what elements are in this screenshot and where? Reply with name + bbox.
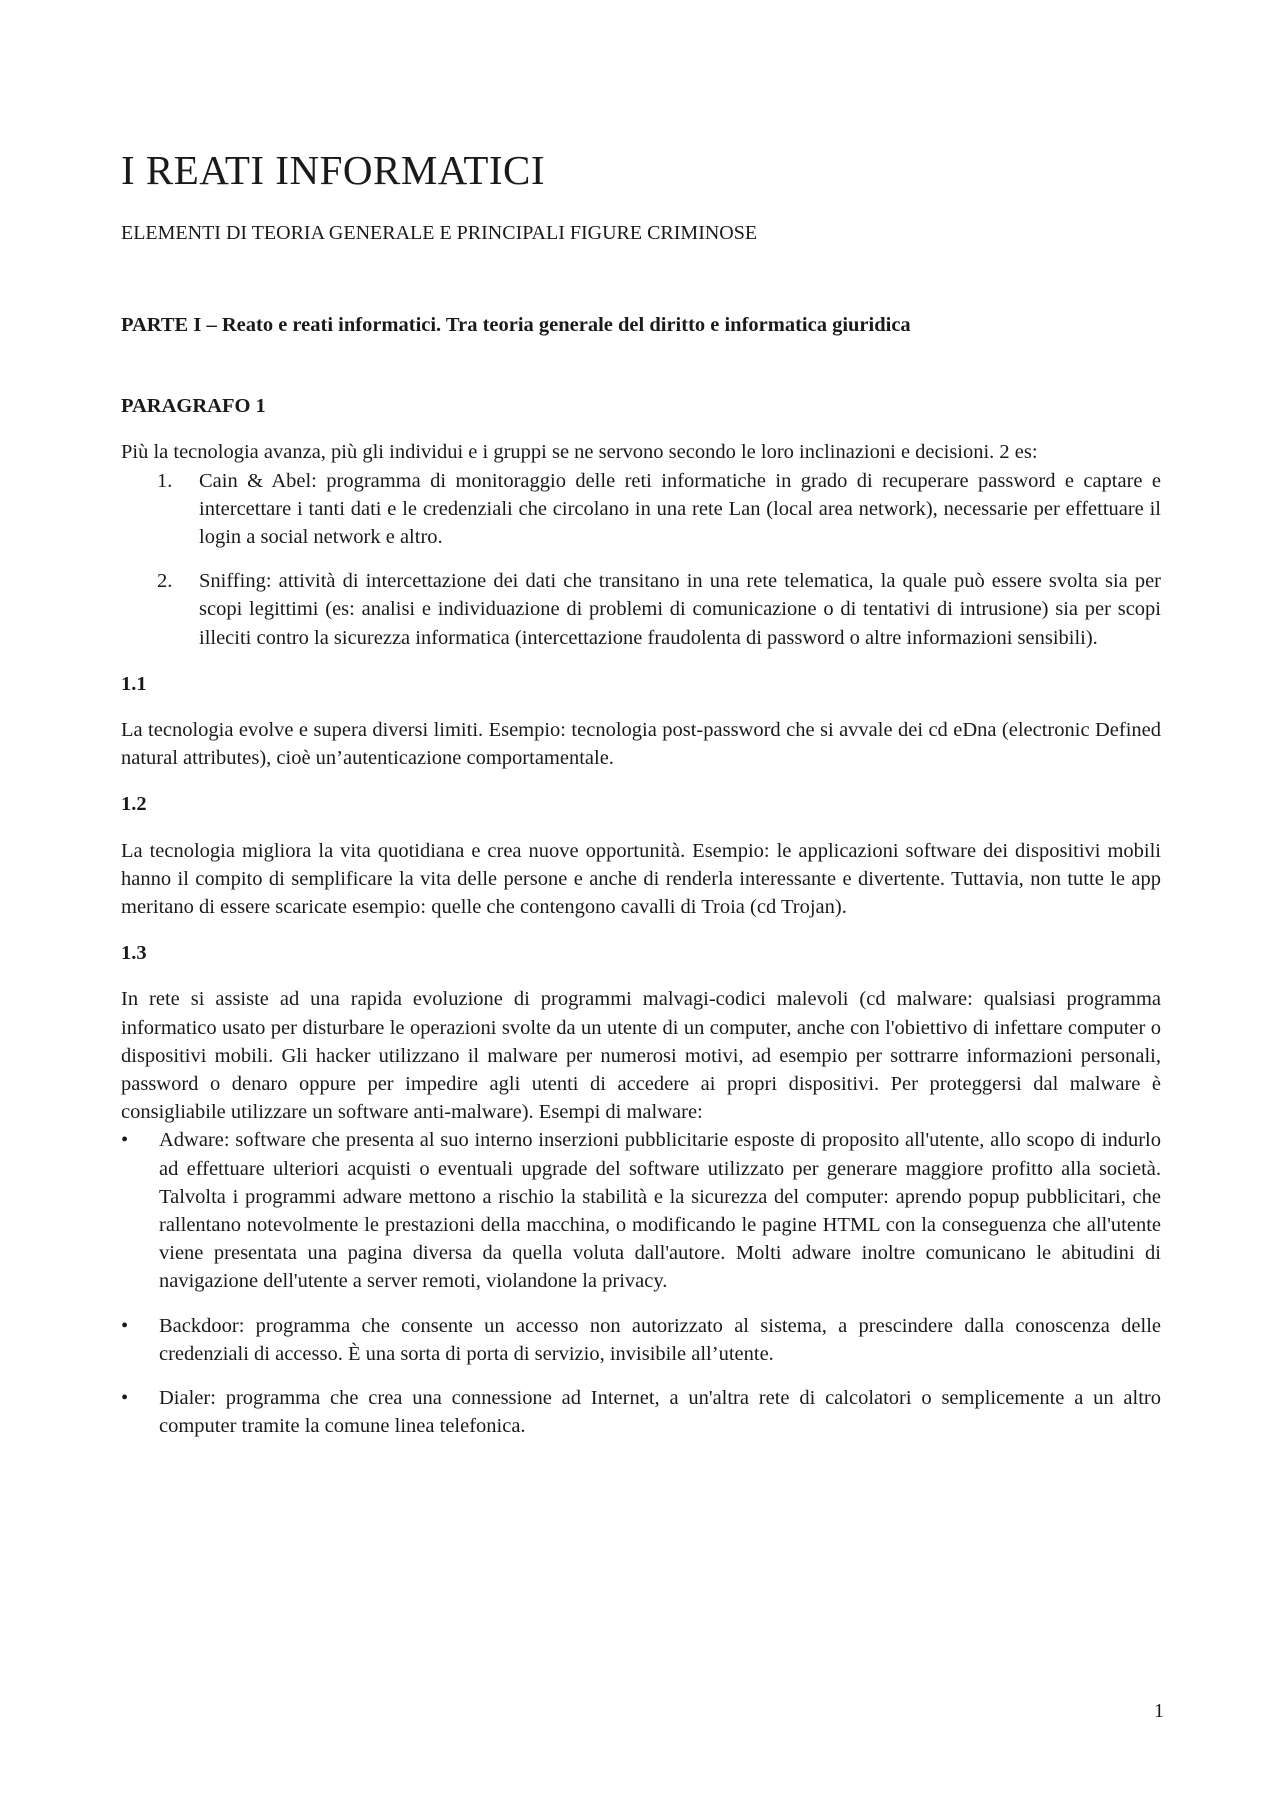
- bullet-marker: •: [121, 1387, 129, 1410]
- section-paragraph: La tecnologia migliora la vita quotidiana e crea nuove opportunità. Esempio: le applicazioni software dei dispositivi mobili hanno il compito di semplificare la vita delle persone e anche di renderla interessante e divertente. Tuttavia, non tutte le app meritano di essere scaricate esempio: quelle che contengono cavalli di Troia (cd Trojan).: [121, 839, 1161, 919]
- intro-paragraph: Più la tecnologia avanza, più gli individui e i gruppi se ne servono secondo le loro inclinazioni e decisioni. 2 es:: [121, 441, 1038, 464]
- list-item-text: Sniffing: attività di intercettazione dei dati che transitano in una rete telematica, la quale può essere svolta sia per scopi legittimi (es: analisi e individuazione di problemi di comunicazione o di tentativi di intrusione) sia per scopi illeciti contro la sicurezza informatica (intercettazione fraudolenta di password o altre informazioni sensibili).: [199, 570, 1161, 649]
- page-number: 1: [1154, 1700, 1164, 1722]
- bullet-item: [121, 1312, 1161, 1368]
- bullet-marker: •: [121, 1129, 129, 1152]
- document-title: I REATI INFORMATICI: [121, 147, 546, 193]
- part-heading: PARTE I – Reato e reati informatici. Tra teoria generale del diritto e informatica giuridica: [121, 314, 911, 336]
- section-paragraph: In rete si assiste ad una rapida evoluzione di programmi malvagi-codici malevoli (cd malware: qualsiasi programma informatico usato per disturbare le operazioni svolte da un utente di un computer, anche con l'obiettivo di infettare computer o dispositivi mobili. Gli hacker utilizzano il malware per numerosi motivi, ad esempio per sottrarre informazioni personali, password o denaro oppure per impedire agli utenti di accedere ai propri dispositivi. Per proteggersi dal malware è consigliabile utilizzare un software anti-malware). Esempi di malware:: [121, 988, 1161, 1124]
- list-item: [121, 467, 1161, 552]
- list-item-number: 1.: [157, 469, 173, 492]
- section-heading: 1.2: [121, 793, 147, 816]
- section-heading: 1.1: [121, 672, 147, 695]
- bullet-text: Backdoor: programma che consente un accesso non autorizzato al sistema, a prescindere dalla conoscenza delle credenziali di accesso. È una sorta di porta di servizio, invisibile all’utente.: [159, 1314, 1161, 1365]
- list-item: [121, 567, 1161, 652]
- bullet-list: [121, 1126, 1161, 1440]
- section-heading: 1.3: [121, 942, 147, 965]
- section-paragraph: La tecnologia evolve e supera diversi limiti. Esempio: tecnologia post-password che si avvale dei cd eDna (electronic Defined natural attributes), cioè un’autenticazione comportamentale.: [121, 719, 1161, 770]
- list-item-text: Cain & Abel: programma di monitoraggio delle reti informatiche in grado di recuperare password e captare e intercettare i tanti dati e le credenziali che circolano in una rete Lan (local area network), necessarie per effettuare il login a social network e altro.: [199, 469, 1161, 549]
- bullet-item: [121, 1384, 1161, 1440]
- bullet-item: [121, 1126, 1161, 1295]
- list-item-number: 2.: [157, 570, 173, 593]
- bullet-text: Dialer: programma che crea una connessione ad Internet, a un'altra rete di calcolatori o semplicemente a un altro computer tramite la comune linea telefonica.: [159, 1387, 1161, 1438]
- document-subtitle: ELEMENTI DI TEORIA GENERALE E PRINCIPALI FIGURE CRIMINOSE: [121, 222, 758, 244]
- bullet-marker: •: [121, 1314, 129, 1337]
- paragraph-heading: PARAGRAFO 1: [121, 395, 266, 418]
- document-body: [121, 311, 1161, 1441]
- numbered-list: [121, 467, 1161, 652]
- bullet-text: Adware: software che presenta al suo interno inserzioni pubblicitarie esposte di proposito all'utente, allo scopo di indurlo ad effettuare ulteriori acquisti o eventuali upgrade del software utilizzato per generare maggiore profitto alla società. Talvolta i programmi adware mettono a rischio la stabilità e la sicurezza del computer: aprendo popup pubblicitari, che rallentano notevolmente le prestazioni della macchina, o modificando le pagine HTML con la conseguenza che all'utente viene presentata una pagina diversa da quella voluta dall'autore. Molti adware inoltre comunicano le abitudini di navigazione dell'utente a server remoti, violandone la privacy.: [159, 1129, 1161, 1293]
